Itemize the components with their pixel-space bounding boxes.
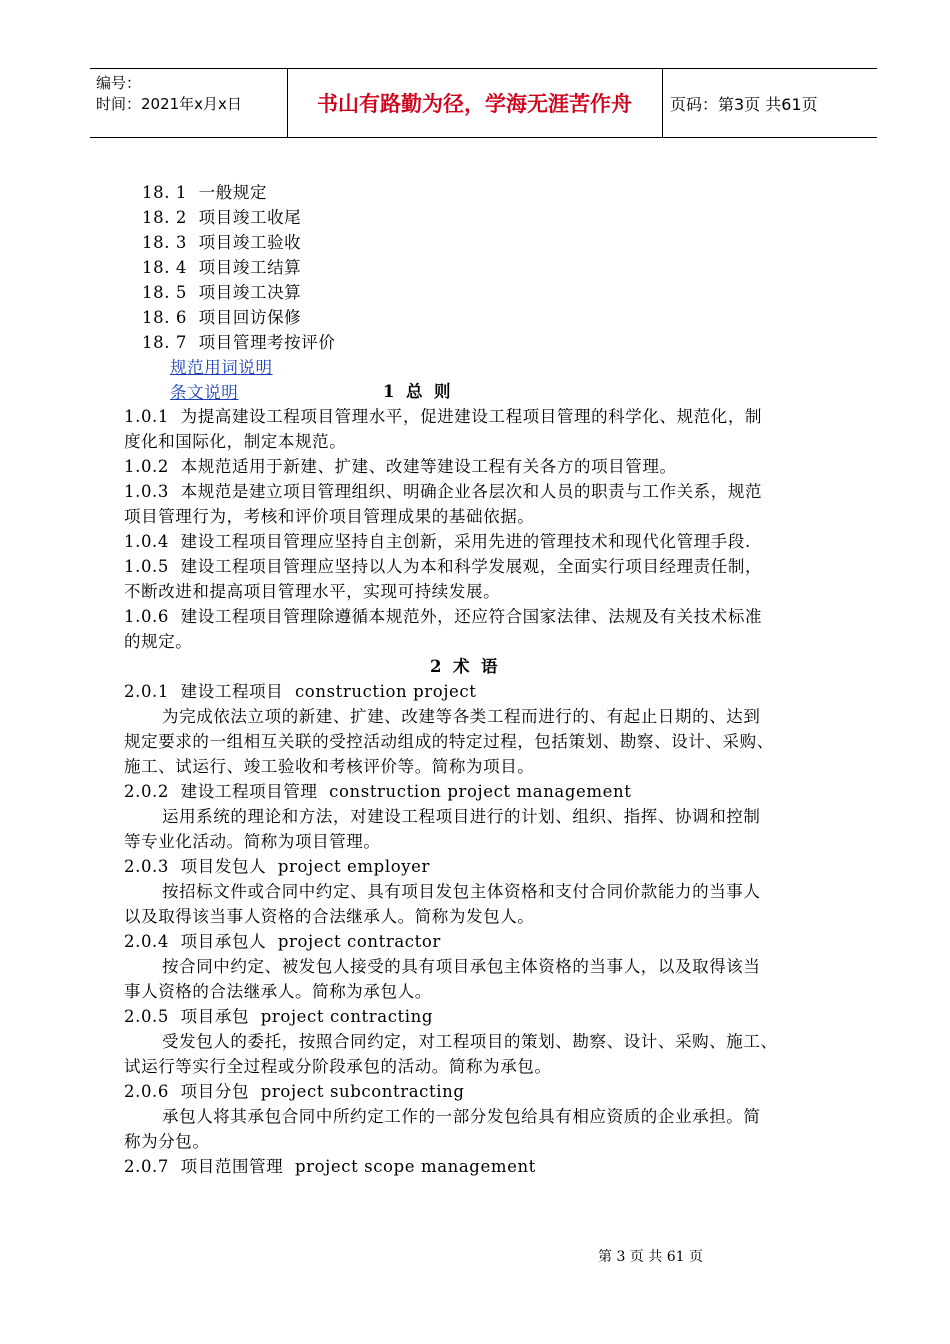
chapter2-title: 2 术 语 xyxy=(430,657,498,676)
terms-explanation-link[interactable]: 规范用词说明 xyxy=(170,358,273,377)
paragraph-line: 以及取得该当事人资格的合法继承人。简称为发包人。 xyxy=(124,907,535,926)
clause-explanation-link[interactable]: 条文说明 xyxy=(170,383,239,402)
header-motto: 书山有路勤为径，学海无涯苦作舟 xyxy=(317,92,632,116)
toc-item: 18. 3 项目竣工验收 xyxy=(142,233,302,252)
paragraph-line: 1.0.1 为提高建设工程项目管理水平，促进建设工程项目管理的科学化、规范化，制 xyxy=(124,407,763,426)
header-divider xyxy=(662,69,663,137)
paragraph-line: 1.0.6 建设工程项目管理除遵循本规范外，还应符合国家法律、法规及有关技术标准 xyxy=(124,607,763,626)
paragraph-line: 1.0.2 本规范适用于新建、扩建、改建等建设工程有关各方的项目管理。 xyxy=(124,457,677,476)
paragraph-line: 1.0.4 建设工程项目管理应坚持自主创新，采用先进的管理技术和现代化管理手段. xyxy=(124,532,751,551)
date-label: 时间：2021年x月x日 xyxy=(96,95,242,113)
paragraph-line: 为完成依法立项的新建、扩建、改建等各类工程而进行的、有起止日期的、达到 xyxy=(162,707,761,726)
term-heading: 2.0.2 建设工程项目管理 construction project management xyxy=(124,782,632,801)
paragraph-line: 按招标文件或合同中约定、具有项目发包主体资格和支付合同价款能力的当事人 xyxy=(162,882,761,901)
toc-item: 18. 4 项目竣工结算 xyxy=(142,258,302,277)
paragraph-line: 等专业化活动。简称为项目管理。 xyxy=(124,832,381,851)
term-heading: 2.0.1 建设工程项目 construction project xyxy=(124,682,477,701)
paragraph-line: 1.0.5 建设工程项目管理应坚持以人为本和科学发展观，全面实行项目经理责任制， xyxy=(124,557,763,576)
paragraph-line: 施工、试运行、竣工验收和考核评价等。简称为项目。 xyxy=(124,757,535,776)
paragraph-line: 承包人将其承包合同中所约定工作的一部分发包给具有相应资质的企业承担。简 xyxy=(162,1107,761,1126)
toc-item: 18. 2 项目竣工收尾 xyxy=(142,208,302,227)
paragraph-line: 不断改进和提高项目管理水平，实现可持续发展。 xyxy=(124,582,501,601)
paragraph-line: 的规定。 xyxy=(124,632,193,651)
header-page-info: 页码：第3页 共61页 xyxy=(670,94,818,114)
term-heading: 2.0.3 项目发包人 project employer xyxy=(124,857,431,876)
paragraph-line: 事人资格的合法继承人。简称为承包人。 xyxy=(124,982,432,1001)
term-heading: 2.0.6 项目分包 project subcontracting xyxy=(124,1082,465,1101)
paragraph-line: 称为分包。 xyxy=(124,1132,210,1151)
toc-item: 18. 5 项目竣工决算 xyxy=(142,283,302,302)
serial-label: 编号： xyxy=(96,74,142,92)
term-heading: 2.0.5 项目承包 project contracting xyxy=(124,1007,434,1026)
footer-page-number: 第 3 页 共 61 页 xyxy=(598,1249,703,1265)
paragraph-line: 试运行等实行全过程或分阶段承包的活动。简称为承包。 xyxy=(124,1057,552,1076)
term-heading: 2.0.4 项目承包人 project contractor xyxy=(124,932,441,951)
paragraph-line: 度化和国际化，制定本规范。 xyxy=(124,432,347,451)
paragraph-line: 项目管理行为，考核和评价项目管理成果的基础依据。 xyxy=(124,507,535,526)
paragraph-line: 规定要求的一组相互关联的受控活动组成的特定过程，包括策划、勘察、设计、采购、 xyxy=(124,732,774,751)
toc-item: 18. 1 一般规定 xyxy=(142,183,268,202)
term-heading: 2.0.7 项目范围管理 project scope management xyxy=(124,1157,536,1176)
paragraph-line: 1.0.3 本规范是建立项目管理组织、明确企业各层次和人员的职责与工作关系，规范 xyxy=(124,482,763,501)
header-meta xyxy=(96,73,242,115)
paragraph-line: 受发包人的委托，按照合同约定，对工程项目的策划、勘察、设计、采购、施工、 xyxy=(162,1032,778,1051)
toc-item: 18. 6 项目回访保修 xyxy=(142,308,302,327)
page-header xyxy=(90,68,877,138)
chapter1-title: 1 总 则 xyxy=(383,382,451,401)
paragraph-line: 按合同中约定、被发包人接受的具有项目承包主体资格的当事人，以及取得该当 xyxy=(162,957,761,976)
toc-item: 18. 7 项目管理考按评价 xyxy=(142,333,336,352)
paragraph-line: 运用系统的理论和方法，对建设工程项目进行的计划、组织、指挥、协调和控制 xyxy=(162,807,761,826)
